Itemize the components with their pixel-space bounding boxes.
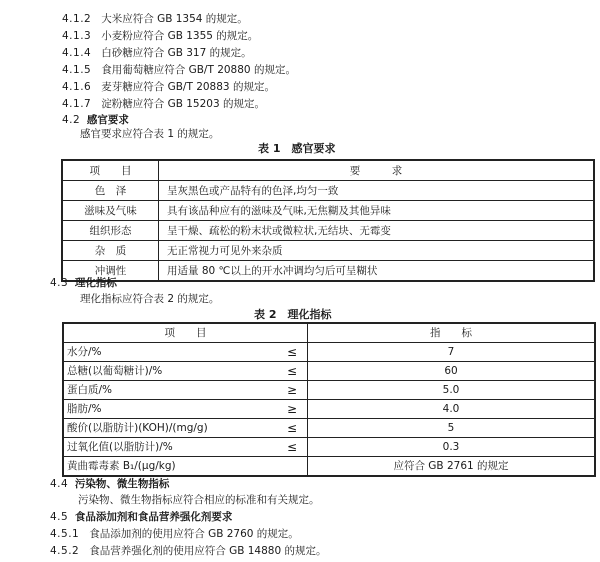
row-item: 过氧化值(以脂肪计)/% xyxy=(63,438,277,457)
clause-text: 淀粉糖应符合 GB 15203 的规定。 xyxy=(101,98,265,110)
row-item: 总糖(以葡萄糖计)/% xyxy=(63,362,277,381)
row-item: 组织形态 xyxy=(62,221,159,241)
clause-text: 白砂糖应符合 GB 317 的规定。 xyxy=(101,47,252,59)
section-4-2-body: 感官要求应符合表 1 的规定。 xyxy=(80,128,220,140)
clause-text: 食用葡萄糖应符合 GB/T 20880 的规定。 xyxy=(101,64,296,76)
clause-text: 食品营养强化剂的使用应符合 GB 14880 的规定。 xyxy=(89,545,327,557)
table-header-row xyxy=(63,323,595,343)
row-comparator: ≤ xyxy=(277,362,308,381)
table-row xyxy=(63,419,595,438)
clause-number: 4.5.1 xyxy=(50,528,80,540)
table-row xyxy=(62,181,594,201)
section-4-4-body: 污染物、微生物指标应符合相应的标准和有关规定。 xyxy=(78,494,320,506)
row-comparator: ≤ xyxy=(277,438,308,457)
table-1-caption: 表 1 感官要求 xyxy=(258,142,336,155)
table-row xyxy=(62,261,594,282)
header-requirement: 要 求 xyxy=(159,160,595,181)
clause-4-1-2 xyxy=(62,12,248,26)
row-comparator: ≤ xyxy=(277,343,308,362)
row-value: 60 xyxy=(308,362,596,381)
table-row xyxy=(63,362,595,381)
row-item: 黄曲霉毒素 B₁/(μg/kg) xyxy=(63,457,277,477)
table-row xyxy=(62,221,594,241)
table-row xyxy=(63,343,595,362)
table-2-caption: 表 2 理化指标 xyxy=(254,308,332,321)
clause-number: 4.1.4 xyxy=(62,47,92,59)
header-item: 项 目 xyxy=(62,160,159,181)
section-number: 4.5 xyxy=(50,511,69,523)
section-title: 食品添加剂和食品营养强化剂要求 xyxy=(74,511,233,523)
clause-4-5-2 xyxy=(50,544,327,558)
row-item: 冲调性 xyxy=(62,261,159,282)
table-row xyxy=(63,457,595,477)
clause-number: 4.1.6 xyxy=(62,81,92,93)
clause-4-1-3 xyxy=(62,29,258,43)
row-requirement: 用适量 80 ℃以上的开水冲调均匀后可呈糊状 xyxy=(159,261,595,282)
row-value: 应符合 GB 2761 的规定 xyxy=(308,457,596,477)
row-value: 5.0 xyxy=(308,381,596,400)
clause-4-1-4 xyxy=(62,46,252,60)
row-comparator: ≤ xyxy=(277,419,308,438)
section-title: 理化指标 xyxy=(74,277,117,289)
table-row xyxy=(63,400,595,419)
clause-4-1-6 xyxy=(62,80,275,94)
row-value: 7 xyxy=(308,343,596,362)
row-value: 5 xyxy=(308,419,596,438)
clause-4-1-5 xyxy=(62,63,296,77)
table-row xyxy=(63,438,595,457)
table-row xyxy=(63,381,595,400)
sensory-requirements-table xyxy=(61,159,595,282)
clause-number: 4.1.5 xyxy=(62,64,92,76)
row-item: 水分/% xyxy=(63,343,277,362)
section-4-3-body: 理化指标应符合表 2 的规定。 xyxy=(80,293,220,305)
section-4-4-heading xyxy=(50,477,169,491)
row-item: 蛋白质/% xyxy=(63,381,277,400)
row-requirement: 呈灰黑色或产品特有的色泽,均匀一致 xyxy=(159,181,595,201)
row-comparator: ≥ xyxy=(277,400,308,419)
section-number: 4.3 xyxy=(50,277,69,289)
clause-number: 4.5.2 xyxy=(50,545,80,557)
row-requirement: 无正常视力可见外来杂质 xyxy=(159,241,595,261)
clause-number: 4.1.3 xyxy=(62,30,92,42)
section-4-5-heading xyxy=(50,510,232,524)
row-value: 0.3 xyxy=(308,438,596,457)
table-row xyxy=(62,241,594,261)
row-item: 滋味及气味 xyxy=(62,201,159,221)
clause-text: 食品添加剂的使用应符合 GB 2760 的规定。 xyxy=(89,528,299,540)
section-4-3-heading xyxy=(50,276,117,290)
section-title: 感官要求 xyxy=(86,114,129,126)
clause-text: 麦芽糖应符合 GB/T 20883 的规定。 xyxy=(101,81,275,93)
row-requirement: 具有该品种应有的滋味及气味,无焦糊及其他异味 xyxy=(159,201,595,221)
header-indicator: 指 标 xyxy=(308,323,596,343)
clause-number: 4.1.7 xyxy=(62,98,92,110)
header-item: 项 目 xyxy=(63,323,308,343)
clause-4-1-7 xyxy=(62,97,265,111)
section-number: 4.4 xyxy=(50,478,69,490)
row-comparator xyxy=(277,457,308,477)
row-item: 脂肪/% xyxy=(63,400,277,419)
row-comparator: ≥ xyxy=(277,381,308,400)
row-requirement: 呈干燥、疏松的粉末状或微粒状,无结块、无霉变 xyxy=(159,221,595,241)
section-number: 4.2 xyxy=(62,114,81,126)
section-4-2-heading xyxy=(62,113,129,127)
clause-number: 4.1.2 xyxy=(62,13,92,25)
clause-text: 小麦粉应符合 GB 1355 的规定。 xyxy=(101,30,259,42)
row-item: 色 泽 xyxy=(62,181,159,201)
table-row xyxy=(62,201,594,221)
row-item: 杂 质 xyxy=(62,241,159,261)
clause-4-5-1 xyxy=(50,527,299,541)
row-item: 酸价(以脂肪计)(KOH)/(mg/g) xyxy=(63,419,277,438)
table-header-row xyxy=(62,160,594,181)
clause-text: 大米应符合 GB 1354 的规定。 xyxy=(101,13,248,25)
section-title: 污染物、微生物指标 xyxy=(74,478,170,490)
row-value: 4.0 xyxy=(308,400,596,419)
physicochemical-indicators-table xyxy=(62,322,596,477)
